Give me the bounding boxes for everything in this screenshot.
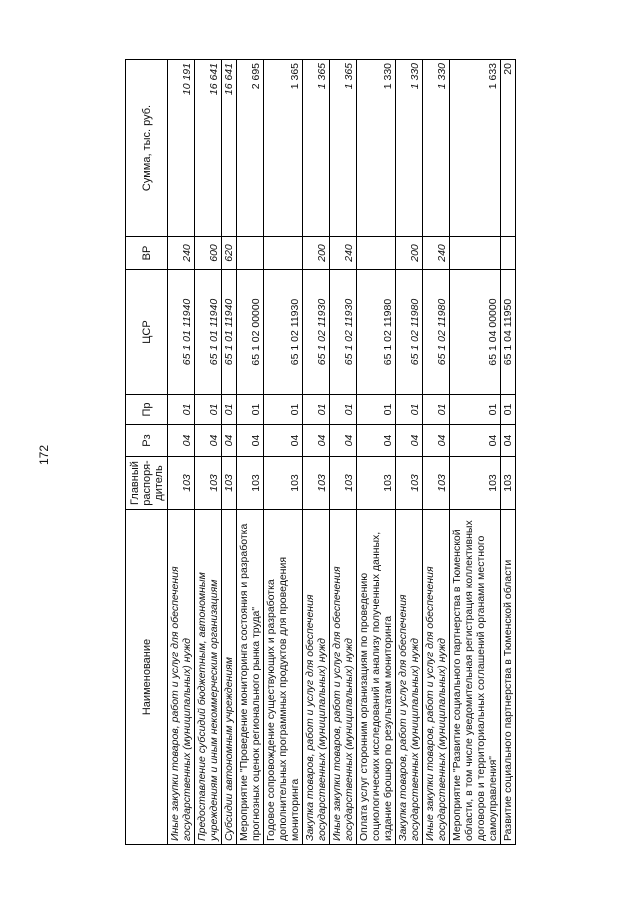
table-row	[222, 60, 237, 845]
rotated-page-content	[125, 60, 640, 845]
row-section: 04	[330, 425, 357, 457]
row-name: Иные закупки товаров, работ и услуг для обеспечения государственных (муниципальных) нужд	[330, 510, 357, 845]
row-target-article: 65 1 01 11940	[222, 270, 237, 395]
row-expense-type	[450, 237, 501, 270]
row-main-manager: 103	[450, 457, 501, 510]
table-row	[168, 60, 195, 845]
row-section: 04	[303, 425, 330, 457]
row-main-manager: 103	[168, 457, 195, 510]
row-subsection: 01	[330, 395, 357, 425]
row-subsection: 01	[423, 395, 450, 425]
row-sum: 16 641	[222, 60, 237, 237]
row-expense-type: 200	[396, 237, 423, 270]
row-sum: 1 365	[330, 60, 357, 237]
row-expense-type	[357, 237, 396, 270]
row-sum: 1 330	[423, 60, 450, 237]
row-name: Предоставление субсидий бюджетным, автономным учреждениям и иным некоммерческим организациям	[195, 510, 222, 845]
table-row	[423, 60, 450, 845]
row-subsection: 01	[303, 395, 330, 425]
table-row	[330, 60, 357, 845]
table-row	[357, 60, 396, 845]
header-sum: Сумма, тыс. руб.	[126, 60, 168, 237]
row-subsection: 01	[501, 395, 516, 425]
row-sum: 16 641	[195, 60, 222, 237]
row-section: 04	[264, 425, 303, 457]
table-body	[168, 60, 516, 845]
row-main-manager: 103	[264, 457, 303, 510]
row-target-article: 65 1 02 11980	[357, 270, 396, 395]
row-section: 04	[450, 425, 501, 457]
row-expense-type: 200	[303, 237, 330, 270]
budget-table	[125, 59, 516, 845]
row-main-manager: 103	[222, 457, 237, 510]
row-main-manager: 103	[501, 457, 516, 510]
row-sum: 1 330	[396, 60, 423, 237]
header-target-article: ЦСР	[126, 270, 168, 395]
table-row	[303, 60, 330, 845]
table-header-row	[126, 60, 168, 845]
row-subsection: 01	[396, 395, 423, 425]
row-expense-type: 620	[222, 237, 237, 270]
row-expense-type: 240	[330, 237, 357, 270]
row-target-article: 65 1 02 00000	[237, 270, 264, 395]
table-row	[450, 60, 501, 845]
row-target-article: 65 1 02 11930	[330, 270, 357, 395]
row-main-manager: 103	[195, 457, 222, 510]
table-row	[264, 60, 303, 845]
row-sum: 20	[501, 60, 516, 237]
row-sum: 1 365	[264, 60, 303, 237]
row-section: 04	[357, 425, 396, 457]
row-name: Мероприятие "Развитие социального партнерства в Тюменской области, в том числе уведомительная регистрация коллективных договоров и территориальных соглашений органами местного самоуправления"	[450, 510, 501, 845]
row-target-article: 65 1 02 11930	[303, 270, 330, 395]
header-main-manager: Главный распоря-дитель	[126, 457, 168, 510]
row-name: Годовое сопровождение существующих и разработка дополнительных программных продуктов для проведения мониторинга	[264, 510, 303, 845]
table-row	[396, 60, 423, 845]
table-row	[501, 60, 516, 845]
row-section: 04	[396, 425, 423, 457]
row-target-article: 65 1 01 11940	[195, 270, 222, 395]
row-name: Закупка товаров, работ и услуг для обеспечения государственных (муниципальных) нужд	[303, 510, 330, 845]
row-target-article: 65 1 04 11950	[501, 270, 516, 395]
row-name: Оплата услуг сторонним организациям по проведению социологических исследований и анализу полученных данных, издание брошюр по результатам мониторинга	[357, 510, 396, 845]
table-row	[237, 60, 264, 845]
table-row	[195, 60, 222, 845]
row-subsection: 01	[195, 395, 222, 425]
row-main-manager: 103	[396, 457, 423, 510]
row-subsection: 01	[237, 395, 264, 425]
row-target-article: 65 1 04 00000	[450, 270, 501, 395]
row-expense-type: 600	[195, 237, 222, 270]
header-name: Наименование	[126, 510, 168, 845]
row-sum: 1 633	[450, 60, 501, 237]
row-target-article: 65 1 02 11980	[396, 270, 423, 395]
row-expense-type	[501, 237, 516, 270]
row-expense-type	[237, 237, 264, 270]
row-target-article: 65 1 01 11940	[168, 270, 195, 395]
row-expense-type: 240	[168, 237, 195, 270]
row-section: 04	[168, 425, 195, 457]
row-name: Субсидии автономным учреждениям	[222, 510, 237, 845]
row-sum: 1 365	[303, 60, 330, 237]
row-name: Развитие социального партнерства в Тюменской области	[501, 510, 516, 845]
page-number: 172	[37, 444, 51, 466]
header-section: Рз	[126, 425, 168, 457]
row-name: Мероприятие "Проведение мониторинга состояния и разработка прогнозных оценок регионального рынка труда"	[237, 510, 264, 845]
row-expense-type: 240	[423, 237, 450, 270]
row-target-article: 65 1 02 11980	[423, 270, 450, 395]
row-subsection: 01	[264, 395, 303, 425]
row-sum: 1 330	[357, 60, 396, 237]
row-sum: 10 191	[168, 60, 195, 237]
row-name: Иные закупки товаров, работ и услуг для обеспечения государственных (муниципальных) нужд	[168, 510, 195, 845]
row-section: 04	[222, 425, 237, 457]
row-subsection: 01	[357, 395, 396, 425]
row-section: 04	[501, 425, 516, 457]
header-subsection: Пр	[126, 395, 168, 425]
row-subsection: 01	[168, 395, 195, 425]
row-section: 04	[423, 425, 450, 457]
row-main-manager: 103	[357, 457, 396, 510]
row-section: 04	[195, 425, 222, 457]
row-expense-type	[264, 237, 303, 270]
header-expense-type: ВР	[126, 237, 168, 270]
row-target-article: 65 1 02 11930	[264, 270, 303, 395]
row-sum: 2 695	[237, 60, 264, 237]
row-subsection: 01	[450, 395, 501, 425]
row-subsection: 01	[222, 395, 237, 425]
row-main-manager: 103	[303, 457, 330, 510]
row-name: Иные закупки товаров, работ и услуг для обеспечения государственных (муниципальных) нужд	[423, 510, 450, 845]
row-main-manager: 103	[330, 457, 357, 510]
row-name: Закупка товаров, работ и услуг для обеспечения государственных (муниципальных) нужд	[396, 510, 423, 845]
row-main-manager: 103	[237, 457, 264, 510]
row-main-manager: 103	[423, 457, 450, 510]
row-section: 04	[237, 425, 264, 457]
